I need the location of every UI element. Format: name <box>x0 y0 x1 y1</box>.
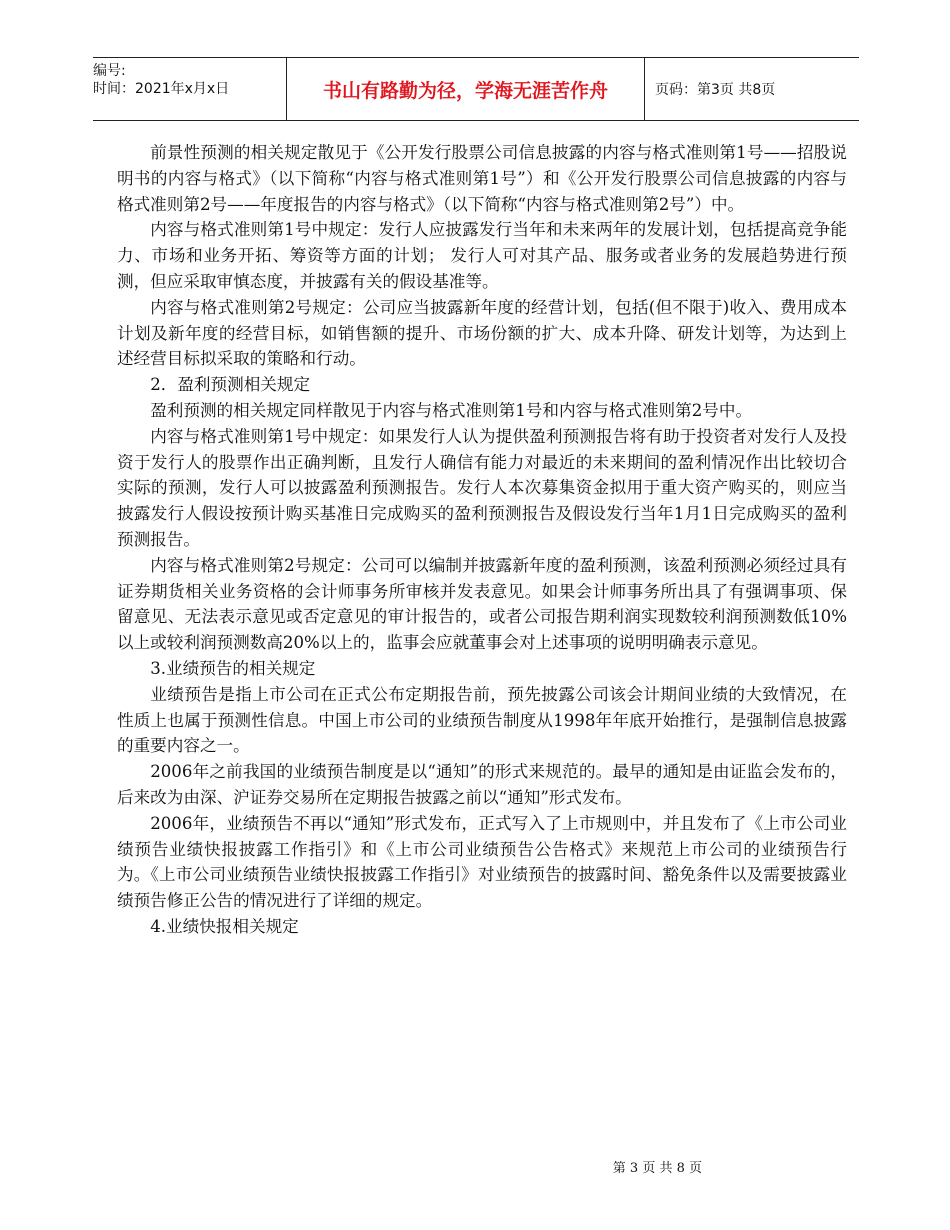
page-header <box>93 57 859 121</box>
paragraph: 2006年之前我国的业绩预告制度是以“通知”的形式来规范的。最早的通知是由证监会发布的，后来改为由深、沪证券交易所在定期报告披露之前以“通知”形式发布。 <box>117 762 847 807</box>
paragraph: 2006年，业绩预告不再以“通知”形式发布，正式写入了上市规则中，并且发布了《上市公司业绩预告业绩快报披露工作指引》和《上市公司业绩预告公告格式》来规范上市公司的业绩预告行为。《上市公司业绩预告业绩快报披露工作指引》对业绩预告的披露时间、豁免条件以及需要披露业绩预告修正公告的情况进行了详细的规定。 <box>117 813 847 911</box>
section-heading: 4.业绩快报相关规定 <box>150 916 299 936</box>
paragraph: 业绩预告是指上市公司在正式公布定期报告前，预先披露公司该会计期间业绩的大致情况，在性质上也属于预测性信息。中国上市公司的业绩预告制度从1998年年底开始推行，是强制信息披露的重要内容之一。 <box>117 684 847 756</box>
document-body <box>117 140 847 940</box>
page-footer: 第 3 页 共 8 页 <box>612 1161 702 1176</box>
paragraph: 前景性预测的相关规定散见于《公开发行股票公司信息披露的内容与格式准则第1号——招股说明书的内容与格式》（以下简称“内容与格式准则第1号”）和《公开发行股票公司信息披露的内容与格式准则第2号——年度报告的内容与格式》（以下简称“内容与格式准则第2号”）中。 <box>117 143 847 214</box>
header-meta <box>93 58 286 120</box>
paragraph: 内容与格式准则第2号规定：公司可以编制并披露新年度的盈利预测，该盈利预测必须经过具有证券期货相关业务资格的会计师事务所审核并发表意见。如果会计师事务所出具了有强调事项、保留意见、无法表示意见或否定意见的审计报告的，或者公司报告期利润实现数较利润预测数低10%以上或较利润预测数高20%以上的，监事会应就董事会对上述事项的说明明确表示意见。 <box>117 555 847 653</box>
section-heading: 3.业绩预告的相关规定 <box>150 658 316 678</box>
time-label: 时间：2021年x月x日 <box>93 81 230 97</box>
paragraph: 内容与格式准则第2号规定：公司应当披露新年度的经营计划，包括(但不限于)收入、费用成本计划及新年度的经营目标，如销售额的提升、市场份额的扩大、成本升降、研发计划等，为达到上述经营目标拟采取的策略和行动。 <box>117 297 847 369</box>
paragraph: 内容与格式准则第1号中规定：发行人应披露发行当年和未来两年的发展计划，包括提高竞争能力、市场和业务开拓、筹资等方面的计划； 发行人可对其产品、服务或者业务的发展趋势进行预测，但应采取审慎态度，并披露有关的假设基准等。 <box>117 220 847 291</box>
header-page-label: 页码：第3页 共8页 <box>655 82 776 98</box>
section-heading: 2．盈利预测相关规定 <box>150 375 311 395</box>
paragraph: 盈利预测的相关规定同样散见于内容与格式准则第1号和内容与格式准则第2号中。 <box>150 400 753 420</box>
paragraph: 内容与格式准则第1号中规定：如果发行人认为提供盈利预测报告将有助于投资者对发行人及投资于发行人的股票作出正确判断，且发行人确信有能力对最近的未来期间的盈利情况作出比较切合实际的预测，发行人可以披露盈利预测报告。发行人本次募集资金拟用于重大资产购买的，则应当披露发行人假设按预计购买基准日完成购买的盈利预测报告及假设发行当年1月1日完成购买的盈利预测报告。 <box>117 426 847 549</box>
serial-label: 编号: <box>93 63 126 79</box>
header-motto: 书山有路勤为径，学海无涯苦作舟 <box>286 58 645 120</box>
